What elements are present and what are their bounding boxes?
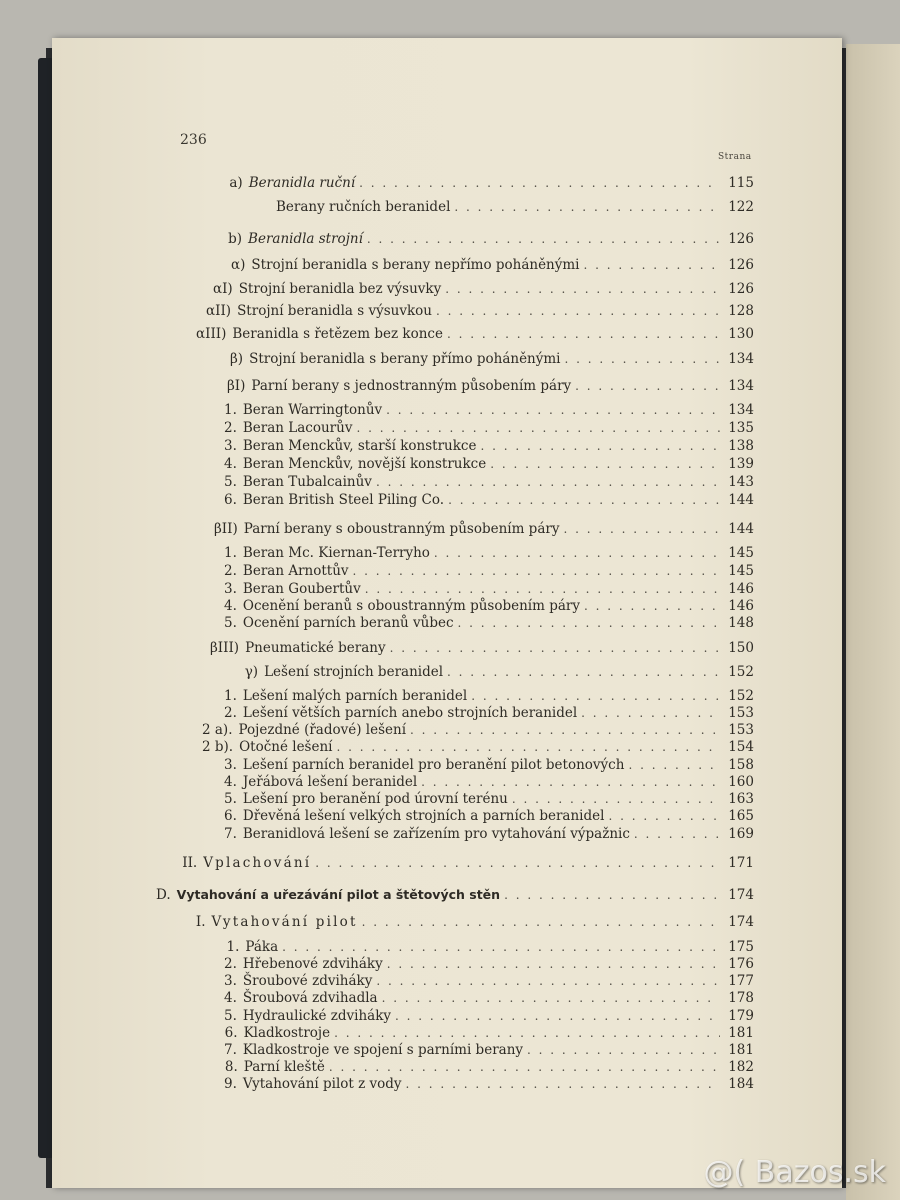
toc-entry <box>224 774 754 790</box>
toc-entry-page: 145 <box>728 563 754 579</box>
toc-entry <box>224 1059 754 1075</box>
toc-entry-number: II. <box>182 855 198 871</box>
toc-entry-title: Strojní beranidla bez výsuvky <box>238 281 442 297</box>
toc-entry-title: Ocenění beranů s oboustranným působením páry <box>242 598 580 614</box>
dot-leader <box>395 1008 720 1024</box>
toc-entry-number: 5. <box>224 474 237 490</box>
toc-entry <box>224 1008 754 1024</box>
toc-entry-title: Hydraulické zdviháky <box>242 1008 392 1024</box>
toc-entry-number: 9. <box>224 1076 237 1092</box>
toc-entry <box>224 1076 754 1092</box>
toc-entry <box>224 402 754 418</box>
toc-entry-number: βIII) <box>210 640 240 656</box>
dot-leader <box>445 281 720 297</box>
toc-entry-title: Kladkostroje ve spojení s parními berany <box>242 1042 524 1058</box>
toc-entry-page: 130 <box>728 326 754 342</box>
dot-leader <box>382 990 720 1006</box>
toc-entry-title: Beranidla s řetězem bez konce <box>232 326 443 342</box>
toc-entry-page: 165 <box>728 808 754 824</box>
dot-leader <box>334 1025 720 1041</box>
toc-entry-number: 2 b). <box>202 739 234 755</box>
toc-entry-page: 177 <box>728 973 754 989</box>
toc-entry-number: 5. <box>224 615 237 631</box>
page-column-header: Strana <box>718 152 752 162</box>
toc-entry-page: 163 <box>728 791 754 807</box>
toc-entry-title: Vytahování pilot z vody <box>242 1076 402 1092</box>
toc-entry-title: Pneumatické berany <box>245 640 386 656</box>
dot-leader <box>337 739 721 755</box>
dot-leader <box>282 939 720 955</box>
toc-entry-title: Lešení pro beranění pod úrovní terénu <box>242 791 508 807</box>
toc-entry-title: Beranidla strojní <box>248 231 363 247</box>
toc-entry-page: 146 <box>728 598 754 614</box>
toc-entry-number: D. <box>156 887 171 903</box>
toc-entry-page: 181 <box>728 1025 754 1041</box>
toc-entry-title: Beran Tubalcainův <box>242 474 372 490</box>
toc-entry-title: Beran Menckův, starší konstrukce <box>242 438 477 454</box>
toc-entry <box>214 521 754 537</box>
toc-entry <box>224 826 754 842</box>
dot-leader <box>387 956 720 972</box>
toc-entry-title: Dřevěná lešení velkých strojních a parních beranidel <box>242 808 605 824</box>
toc-entry-number: 3. <box>224 438 237 454</box>
toc-entry <box>224 990 754 1006</box>
watermark: @( Bazos.sk <box>703 1155 886 1190</box>
toc-entry-page: 148 <box>728 615 754 631</box>
dot-leader <box>634 826 720 842</box>
toc-entry-page: 145 <box>728 545 754 561</box>
toc-entry-page: 153 <box>728 705 754 721</box>
toc-entry-number: a) <box>229 175 243 191</box>
dot-leader <box>390 640 720 656</box>
toc-entry <box>224 456 754 472</box>
toc-entry <box>192 914 754 930</box>
toc-entry-title: Beranidlová lešení se zařízením pro vytahování výpažnic <box>242 826 630 842</box>
dot-leader <box>581 705 720 721</box>
toc-entry-page: 174 <box>728 887 754 903</box>
toc-entry-number: 7. <box>224 1042 237 1058</box>
toc-entry-number: I. <box>195 914 206 930</box>
toc-entry-title: Kladkostroje <box>243 1025 331 1041</box>
toc-entry <box>196 326 754 342</box>
toc-entry-number: 6. <box>224 808 237 824</box>
dot-leader <box>563 521 720 537</box>
toc-entry <box>224 563 754 579</box>
toc-entry-page: 115 <box>728 175 754 191</box>
toc-entry-page: 175 <box>728 939 754 955</box>
dot-leader <box>447 664 720 680</box>
toc-entry-page: 174 <box>728 914 754 930</box>
toc-entry-title: Parní berany s jednostranným působením páry <box>251 378 572 394</box>
toc-entry-title: Vytahování a uřezávání pilot a štětových stěn <box>176 887 501 902</box>
toc-entry-title: Vplachování <box>203 855 312 871</box>
toc-entry <box>230 351 754 367</box>
toc-entry-number: 3. <box>224 973 237 989</box>
toc-entry-page: 152 <box>728 664 754 680</box>
dot-leader <box>421 774 720 790</box>
toc-entry-number: 2. <box>224 420 237 436</box>
dot-leader <box>436 303 720 319</box>
toc-entry-title: Beran Warringtonův <box>242 402 383 418</box>
toc-entry-page: 143 <box>728 474 754 490</box>
page-number: 236 <box>180 132 207 148</box>
toc-entry-page: 158 <box>728 757 754 773</box>
toc-entry <box>211 231 754 247</box>
toc-entry-number: 6. <box>224 1025 238 1041</box>
toc-entry <box>210 640 754 656</box>
dot-leader <box>454 199 720 215</box>
toc-entry-title: Šroubové zdviháky <box>242 973 373 989</box>
toc-entry-number: 2. <box>224 956 237 972</box>
toc-entry <box>224 688 754 704</box>
dot-leader <box>584 257 721 273</box>
dot-leader <box>365 581 720 597</box>
dot-leader <box>575 378 720 394</box>
dot-leader <box>584 598 720 614</box>
toc-entry-title: Beran British Steel Piling Co. <box>242 492 445 508</box>
toc-entry-title: Jeřábová lešení beranidel <box>242 774 418 790</box>
toc-entry-number: 3. <box>224 757 237 773</box>
toc-entry-page: 169 <box>728 826 754 842</box>
toc-entry-number: 4. <box>224 990 237 1006</box>
toc-entry-page: 178 <box>728 990 754 1006</box>
toc-entry-page: 179 <box>728 1008 754 1024</box>
dot-leader <box>406 1076 720 1092</box>
toc-entry-number: βII) <box>214 521 238 537</box>
toc-entry-number: 1. <box>224 545 237 561</box>
dot-leader <box>376 474 720 490</box>
toc-entry-title: Šroubová zdvihadla <box>242 990 378 1006</box>
dot-leader <box>362 914 720 930</box>
dot-leader <box>565 351 720 367</box>
dot-leader <box>376 973 720 989</box>
toc-entry <box>202 739 754 755</box>
toc-entry-title: Lešení parních beranidel pro beranění pilot betonových <box>242 757 625 773</box>
toc-entry-title: Lešení malých parních beranidel <box>242 688 468 704</box>
toc-entry-page: 135 <box>728 420 754 436</box>
toc-entry-number: 2. <box>224 705 237 721</box>
toc-entry-number: 1. <box>224 402 237 418</box>
toc-entry-page: 128 <box>728 303 754 319</box>
toc-entry-title: Strojní beranidla s berany nepřímo poháněnými <box>251 257 580 273</box>
toc-entry <box>224 1025 754 1041</box>
toc-entry <box>202 722 754 738</box>
toc-entry-number: 4. <box>224 774 237 790</box>
toc-entry-title: Parní berany s oboustranným působením páry <box>243 521 560 537</box>
toc-entry-title: Beran Lacourův <box>242 420 353 436</box>
toc-entry-page: 144 <box>728 521 754 537</box>
toc-entry <box>224 808 754 824</box>
dot-leader <box>367 231 720 247</box>
toc-entry <box>224 420 754 436</box>
toc-entry-page: 122 <box>728 199 754 215</box>
adjacent-page-edge <box>846 44 900 1200</box>
toc-entry <box>212 281 754 297</box>
toc-entry-page: 134 <box>728 402 754 418</box>
toc-entry-page: 139 <box>728 456 754 472</box>
toc-entry <box>224 1042 754 1058</box>
toc-entry-page: 134 <box>728 378 754 394</box>
toc-entry-title: Lešení větších parních anebo strojních beranidel <box>242 705 578 721</box>
toc-entry-number: 1. <box>226 939 240 955</box>
toc-entry <box>231 257 754 273</box>
toc-entry-number: 2 a). <box>202 722 233 738</box>
dot-leader <box>504 887 720 903</box>
toc-entry-title: Strojní beranidla s výsuvkou <box>237 303 432 319</box>
toc-entry <box>224 791 754 807</box>
toc-entry-page: 182 <box>728 1059 754 1075</box>
toc-entry-number: 6. <box>224 492 237 508</box>
dot-leader <box>458 615 720 631</box>
toc-entry-number: 4. <box>224 456 237 472</box>
toc-entry <box>270 199 754 215</box>
toc-entry <box>224 598 754 614</box>
toc-entry-number: b) <box>228 231 243 247</box>
toc-entry-number: 5. <box>224 1008 237 1024</box>
toc-entry <box>224 973 754 989</box>
toc-entry-page: 150 <box>728 640 754 656</box>
toc-entry-title: Pojezdné (řadové) lešení <box>238 722 407 738</box>
toc-entry <box>224 581 754 597</box>
toc-entry-title: Lešení strojních beranidel <box>264 664 444 680</box>
dot-leader <box>490 456 720 472</box>
dot-leader <box>480 438 720 454</box>
dot-leader <box>356 420 720 436</box>
dot-leader <box>410 722 720 738</box>
dot-leader <box>628 757 720 773</box>
dot-leader <box>329 1059 720 1075</box>
toc-entry <box>224 438 754 454</box>
dot-leader <box>471 688 720 704</box>
toc-entry <box>206 303 754 319</box>
toc-entry-title: Beran Mc. Kiernan-Terryho <box>242 545 430 561</box>
toc-entry-page: 171 <box>728 855 754 871</box>
toc-entry-title: Ocenění parních beranů vůbec <box>242 615 454 631</box>
toc-entry <box>224 757 754 773</box>
dot-leader <box>448 492 720 508</box>
toc-entry-page: 126 <box>728 231 754 247</box>
toc-entry-page: 126 <box>728 257 754 273</box>
toc-entry-number: 2. <box>224 563 237 579</box>
dot-leader <box>386 402 720 418</box>
dot-leader <box>527 1042 720 1058</box>
toc-entry <box>224 615 754 631</box>
toc-entry-number: 5. <box>224 791 237 807</box>
toc-entry-number: 3. <box>224 581 237 597</box>
dot-leader <box>434 545 720 561</box>
toc-entry-page: 144 <box>728 492 754 508</box>
toc-entry-title: Strojní beranidla s berany přímo poháněnými <box>249 351 561 367</box>
toc-entry <box>227 378 754 394</box>
toc-entry <box>224 956 754 972</box>
dot-leader <box>359 175 720 191</box>
toc-entry-page: 146 <box>728 581 754 597</box>
toc-entry-page: 138 <box>728 438 754 454</box>
toc-entry-page: 181 <box>728 1042 754 1058</box>
toc-entry <box>182 855 754 871</box>
toc-entry-page: 184 <box>728 1076 754 1092</box>
toc-entry-number: 8. <box>224 1059 238 1075</box>
toc-entry-title: Otočné lešení <box>239 739 333 755</box>
toc-entry-title: Páka <box>245 939 279 955</box>
dot-leader <box>512 791 720 807</box>
toc-entry-number: 7. <box>224 826 237 842</box>
toc-entry-number: α) <box>231 257 246 273</box>
toc-entry-page: 160 <box>728 774 754 790</box>
toc-entry-number: αI) <box>212 281 233 297</box>
toc-entry-number: αIII) <box>196 326 227 342</box>
toc-entry <box>224 492 754 508</box>
toc-entry-number: γ) <box>244 664 259 680</box>
dot-leader <box>447 326 720 342</box>
toc-entry-title: Beran Menckův, novější konstrukce <box>242 456 487 472</box>
toc-entry <box>224 939 754 955</box>
toc-entry-page: 153 <box>728 722 754 738</box>
toc-entry-number: 4. <box>224 598 237 614</box>
dot-leader <box>608 808 720 824</box>
toc-entry-title: Hřebenové zdviháky <box>242 956 383 972</box>
toc-entry-page: 154 <box>728 739 754 755</box>
toc-entry-title: Beran Arnottův <box>242 563 349 579</box>
toc-entry-number: αII) <box>206 303 232 319</box>
toc-entry <box>243 664 754 680</box>
dot-leader <box>315 855 720 871</box>
toc-entry-title: Parní kleště <box>243 1059 325 1075</box>
toc-entry <box>156 887 754 903</box>
toc-entry-number: 1. <box>224 688 237 704</box>
toc-entry-page: 126 <box>728 281 754 297</box>
toc-entry-title: Beran Goubertův <box>242 581 361 597</box>
toc-entry <box>224 705 754 721</box>
toc-entry <box>224 545 754 561</box>
toc-entry-page: 152 <box>728 688 754 704</box>
toc-entry-title: Beranidla ruční <box>248 175 356 191</box>
toc-entry-number: βI) <box>227 378 246 394</box>
toc-entry-number: β) <box>230 351 244 367</box>
dot-leader <box>353 563 720 579</box>
toc-entry-title: Vytahování pilot <box>211 914 358 930</box>
toc-entry <box>224 474 754 490</box>
toc-entry <box>211 175 754 191</box>
toc-entry-title: Berany ručních beranidel <box>276 199 451 215</box>
toc-entry-page: 176 <box>728 956 754 972</box>
toc-entry-page: 134 <box>728 351 754 367</box>
